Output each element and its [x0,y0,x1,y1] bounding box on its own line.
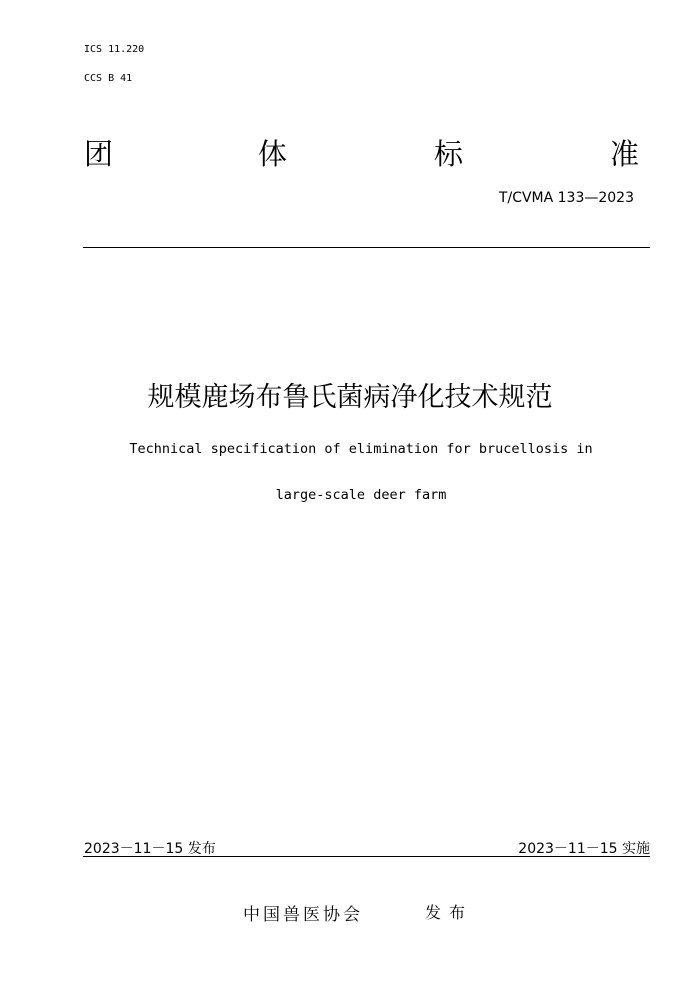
ccs-code: CCS B 41 [84,73,133,84]
document-title-chinese: 规模鹿场布鲁氏菌病净化技术规范 [147,382,553,413]
issued-label: 发布 [425,903,474,922]
standard-type-char-4: 准 [610,137,640,171]
standard-type-char-3: 标 [434,137,464,171]
issuing-organization: 中国兽医协会 [243,905,363,925]
header-divider [83,247,650,248]
document-title-english-line-2: large-scale deer farm [275,487,447,503]
implement-date: 2023－11－15 实施 [518,841,650,857]
standard-type-char-2: 体 [258,137,288,171]
standard-type-char-1: 团 [84,137,114,171]
ics-code: ICS 11.220 [84,44,145,55]
footer-divider [83,856,650,857]
standard-number: T/CVMA 133—2023 [498,190,634,206]
document-title-english-line-1: Technical specification of elimination for brucellosis in [129,441,593,457]
publish-date: 2023－11－15 发布 [84,841,216,857]
